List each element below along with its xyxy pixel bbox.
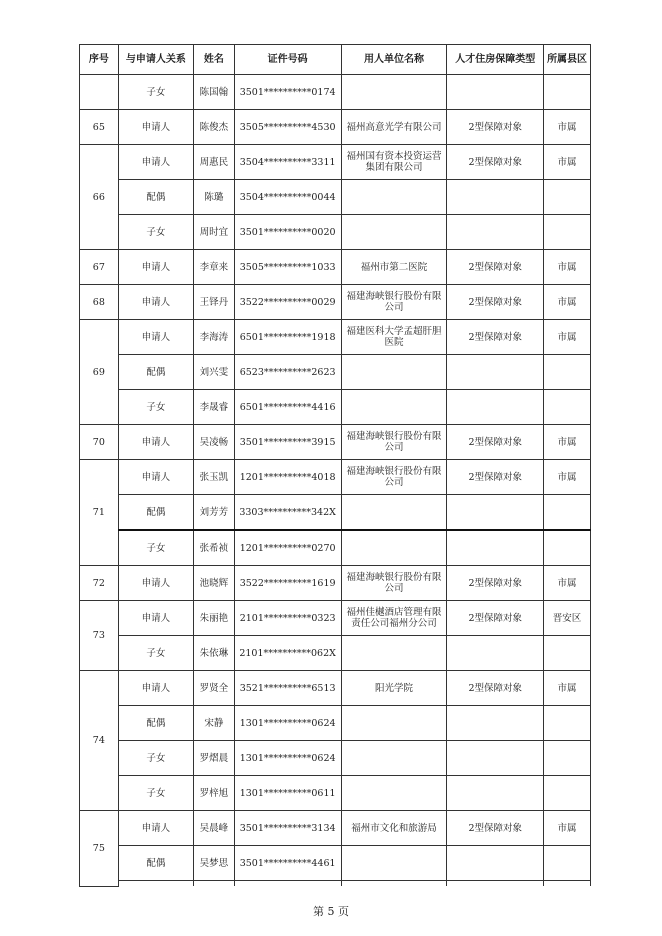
col-header-no: 序号 (80, 45, 119, 75)
employer-cell (341, 215, 447, 250)
relation-cell: 申请人 (118, 566, 193, 601)
id-cell: 3303**********342X (234, 495, 341, 531)
employer-cell: 福建海峡银行股份有限公司 (341, 285, 447, 320)
relation-cell: 申请人 (118, 250, 193, 285)
cut-off-cell (118, 881, 193, 887)
id-cell: 3504**********3311 (234, 145, 341, 180)
id-cell: 3521**********6513 (234, 671, 341, 706)
type-cell (447, 706, 544, 741)
employer-cell: 福州市文化和旅游局 (341, 811, 447, 846)
table-row (80, 846, 591, 881)
type-cell (447, 355, 544, 390)
name-cell: 周时宜 (193, 215, 234, 250)
type-cell: 2型保障对象 (447, 566, 544, 601)
id-cell: 3505**********4530 (234, 110, 341, 145)
name-cell: 罗梓旭 (193, 776, 234, 811)
relation-cell: 配偶 (118, 706, 193, 741)
cut-off-cell (193, 881, 234, 887)
name-cell: 刘芳芳 (193, 495, 234, 531)
table-row (80, 285, 591, 320)
table-row (80, 636, 591, 671)
employer-cell: 福建海峡银行股份有限公司 (341, 425, 447, 460)
type-cell (447, 636, 544, 671)
type-cell (447, 776, 544, 811)
district-cell: 市属 (544, 566, 591, 601)
type-cell (447, 180, 544, 215)
col-header-type: 人才住房保障类型 (447, 45, 544, 75)
employer-cell (341, 390, 447, 425)
employer-cell: 福州国有资本投资运营集团有限公司 (341, 145, 447, 180)
type-cell (447, 530, 544, 566)
group-number-cell: 71 (80, 460, 119, 566)
id-cell: 3504**********0044 (234, 180, 341, 215)
employer-cell (341, 355, 447, 390)
employer-cell: 福州高意光学有限公司 (341, 110, 447, 145)
page-footer: 第 5 页 (313, 905, 349, 918)
id-cell: 3505**********1033 (234, 250, 341, 285)
table-row (80, 75, 591, 110)
employer-cell (341, 495, 447, 531)
group-number-cell: 68 (80, 285, 119, 320)
name-cell: 李章来 (193, 250, 234, 285)
table-body (80, 75, 591, 887)
district-cell: 市属 (544, 671, 591, 706)
district-cell (544, 741, 591, 776)
relation-cell: 申请人 (118, 811, 193, 846)
employer-cell: 福建海峡银行股份有限公司 (341, 460, 447, 495)
relation-cell: 子女 (118, 776, 193, 811)
type-cell: 2型保障对象 (447, 460, 544, 495)
col-header-employer: 用人单位名称 (341, 45, 447, 75)
district-cell (544, 776, 591, 811)
name-cell: 张玉凯 (193, 460, 234, 495)
id-cell: 3522**********0029 (234, 285, 341, 320)
id-cell: 1301**********0611 (234, 776, 341, 811)
name-cell: 陈国翰 (193, 75, 234, 110)
id-cell: 6501**********4416 (234, 390, 341, 425)
table-row (80, 320, 591, 355)
table-row (80, 215, 591, 250)
type-cell (447, 75, 544, 110)
relation-cell: 申请人 (118, 601, 193, 636)
type-cell: 2型保障对象 (447, 145, 544, 180)
id-cell: 1301**********0624 (234, 741, 341, 776)
name-cell: 朱依琳 (193, 636, 234, 671)
employer-cell: 福建海峡银行股份有限公司 (341, 566, 447, 601)
type-cell: 2型保障对象 (447, 320, 544, 355)
group-number-cell: 65 (80, 110, 119, 145)
district-cell (544, 530, 591, 566)
group-number-cell: 70 (80, 425, 119, 460)
id-cell: 6501**********1918 (234, 320, 341, 355)
district-cell (544, 215, 591, 250)
relation-cell: 子女 (118, 390, 193, 425)
name-cell: 陈俊杰 (193, 110, 234, 145)
id-cell: 3501**********3915 (234, 425, 341, 460)
type-cell: 2型保障对象 (447, 110, 544, 145)
cut-off-cell (234, 881, 341, 887)
name-cell: 罗熠晨 (193, 741, 234, 776)
district-cell: 晋安区 (544, 601, 591, 636)
name-cell: 罗贤全 (193, 671, 234, 706)
district-cell: 市属 (544, 110, 591, 145)
relation-cell: 子女 (118, 636, 193, 671)
employer-cell (341, 776, 447, 811)
name-cell: 吴凌畅 (193, 425, 234, 460)
table-row (80, 460, 591, 495)
employer-cell: 福州佳樾酒店管理有限责任公司福州分公司 (341, 601, 447, 636)
relation-cell: 子女 (118, 215, 193, 250)
name-cell: 李海涛 (193, 320, 234, 355)
district-cell (544, 390, 591, 425)
district-cell: 市属 (544, 320, 591, 355)
type-cell: 2型保障对象 (447, 671, 544, 706)
name-cell: 吴晨峰 (193, 811, 234, 846)
relation-cell: 配偶 (118, 180, 193, 215)
id-cell: 6523**********2623 (234, 355, 341, 390)
district-cell: 市属 (544, 285, 591, 320)
id-cell: 3501**********0174 (234, 75, 341, 110)
type-cell (447, 846, 544, 881)
relation-cell: 申请人 (118, 671, 193, 706)
col-header-name: 姓名 (193, 45, 234, 75)
district-cell: 市属 (544, 425, 591, 460)
name-cell: 池晓辉 (193, 566, 234, 601)
type-cell: 2型保障对象 (447, 250, 544, 285)
relation-cell: 申请人 (118, 145, 193, 180)
col-header-district: 所属县区 (544, 45, 591, 75)
id-cell: 1301**********0624 (234, 706, 341, 741)
id-cell: 3522**********1619 (234, 566, 341, 601)
table-row (80, 741, 591, 776)
cut-off-cell (341, 881, 447, 887)
group-number-cell: 72 (80, 566, 119, 601)
name-cell: 宋静 (193, 706, 234, 741)
group-number-cell (80, 75, 119, 110)
housing-list-table (79, 44, 591, 887)
group-number-cell: 67 (80, 250, 119, 285)
name-cell: 李晟睿 (193, 390, 234, 425)
name-cell: 朱丽艳 (193, 601, 234, 636)
cut-off-cell (544, 881, 591, 887)
table-row (80, 180, 591, 215)
relation-cell: 申请人 (118, 285, 193, 320)
table-row (80, 495, 591, 531)
group-number-cell: 75 (80, 811, 119, 887)
district-cell (544, 846, 591, 881)
id-cell: 3501**********3134 (234, 811, 341, 846)
type-cell: 2型保障对象 (447, 425, 544, 460)
table-row (80, 530, 591, 566)
id-cell: 1201**********0270 (234, 530, 341, 566)
district-cell: 市属 (544, 811, 591, 846)
district-cell (544, 355, 591, 390)
table-row (80, 145, 591, 180)
cut-off-cell (447, 881, 544, 887)
relation-cell: 子女 (118, 75, 193, 110)
employer-cell (341, 846, 447, 881)
table-row (80, 706, 591, 741)
name-cell: 吴梦思 (193, 846, 234, 881)
name-cell: 王铎丹 (193, 285, 234, 320)
name-cell: 刘兴雯 (193, 355, 234, 390)
id-cell: 1201**********4018 (234, 460, 341, 495)
type-cell (447, 390, 544, 425)
id-cell: 2101**********062X (234, 636, 341, 671)
employer-cell (341, 741, 447, 776)
district-cell: 市属 (544, 145, 591, 180)
employer-cell: 福州市第二医院 (341, 250, 447, 285)
table-row (80, 566, 591, 601)
employer-cell (341, 530, 447, 566)
id-cell: 2101**********0323 (234, 601, 341, 636)
district-cell (544, 636, 591, 671)
type-cell (447, 215, 544, 250)
relation-cell: 申请人 (118, 110, 193, 145)
type-cell (447, 741, 544, 776)
district-cell (544, 706, 591, 741)
table-row (80, 776, 591, 811)
relation-cell: 配偶 (118, 355, 193, 390)
cut-off-row (80, 881, 591, 887)
district-cell: 市属 (544, 250, 591, 285)
id-cell: 3501**********0020 (234, 215, 341, 250)
relation-cell: 申请人 (118, 425, 193, 460)
col-header-relation: 与申请人关系 (118, 45, 193, 75)
employer-cell (341, 180, 447, 215)
relation-cell: 申请人 (118, 320, 193, 355)
table-row (80, 390, 591, 425)
type-cell: 2型保障对象 (447, 601, 544, 636)
type-cell: 2型保障对象 (447, 811, 544, 846)
district-cell (544, 75, 591, 110)
table-row (80, 671, 591, 706)
type-cell (447, 495, 544, 531)
employer-cell: 福建医科大学孟超肝胆医院 (341, 320, 447, 355)
table-row (80, 250, 591, 285)
employer-cell (341, 706, 447, 741)
employer-cell (341, 636, 447, 671)
name-cell: 周惠民 (193, 145, 234, 180)
col-header-id: 证件号码 (234, 45, 341, 75)
district-cell (544, 495, 591, 531)
header-row (80, 45, 591, 75)
district-cell: 市属 (544, 460, 591, 495)
group-number-cell: 66 (80, 145, 119, 250)
name-cell: 陈璐 (193, 180, 234, 215)
relation-cell: 申请人 (118, 460, 193, 495)
table-row (80, 355, 591, 390)
relation-cell: 子女 (118, 530, 193, 566)
relation-cell: 子女 (118, 741, 193, 776)
employer-cell (341, 75, 447, 110)
group-number-cell: 73 (80, 601, 119, 671)
relation-cell: 配偶 (118, 846, 193, 881)
table-row (80, 425, 591, 460)
table-row (80, 601, 591, 636)
id-cell: 3501**********4461 (234, 846, 341, 881)
table-row (80, 110, 591, 145)
name-cell: 张希祯 (193, 530, 234, 566)
district-cell (544, 180, 591, 215)
employer-cell: 阳光学院 (341, 671, 447, 706)
table-row (80, 811, 591, 846)
type-cell: 2型保障对象 (447, 285, 544, 320)
relation-cell: 配偶 (118, 495, 193, 531)
group-number-cell: 74 (80, 671, 119, 811)
group-number-cell: 69 (80, 320, 119, 425)
